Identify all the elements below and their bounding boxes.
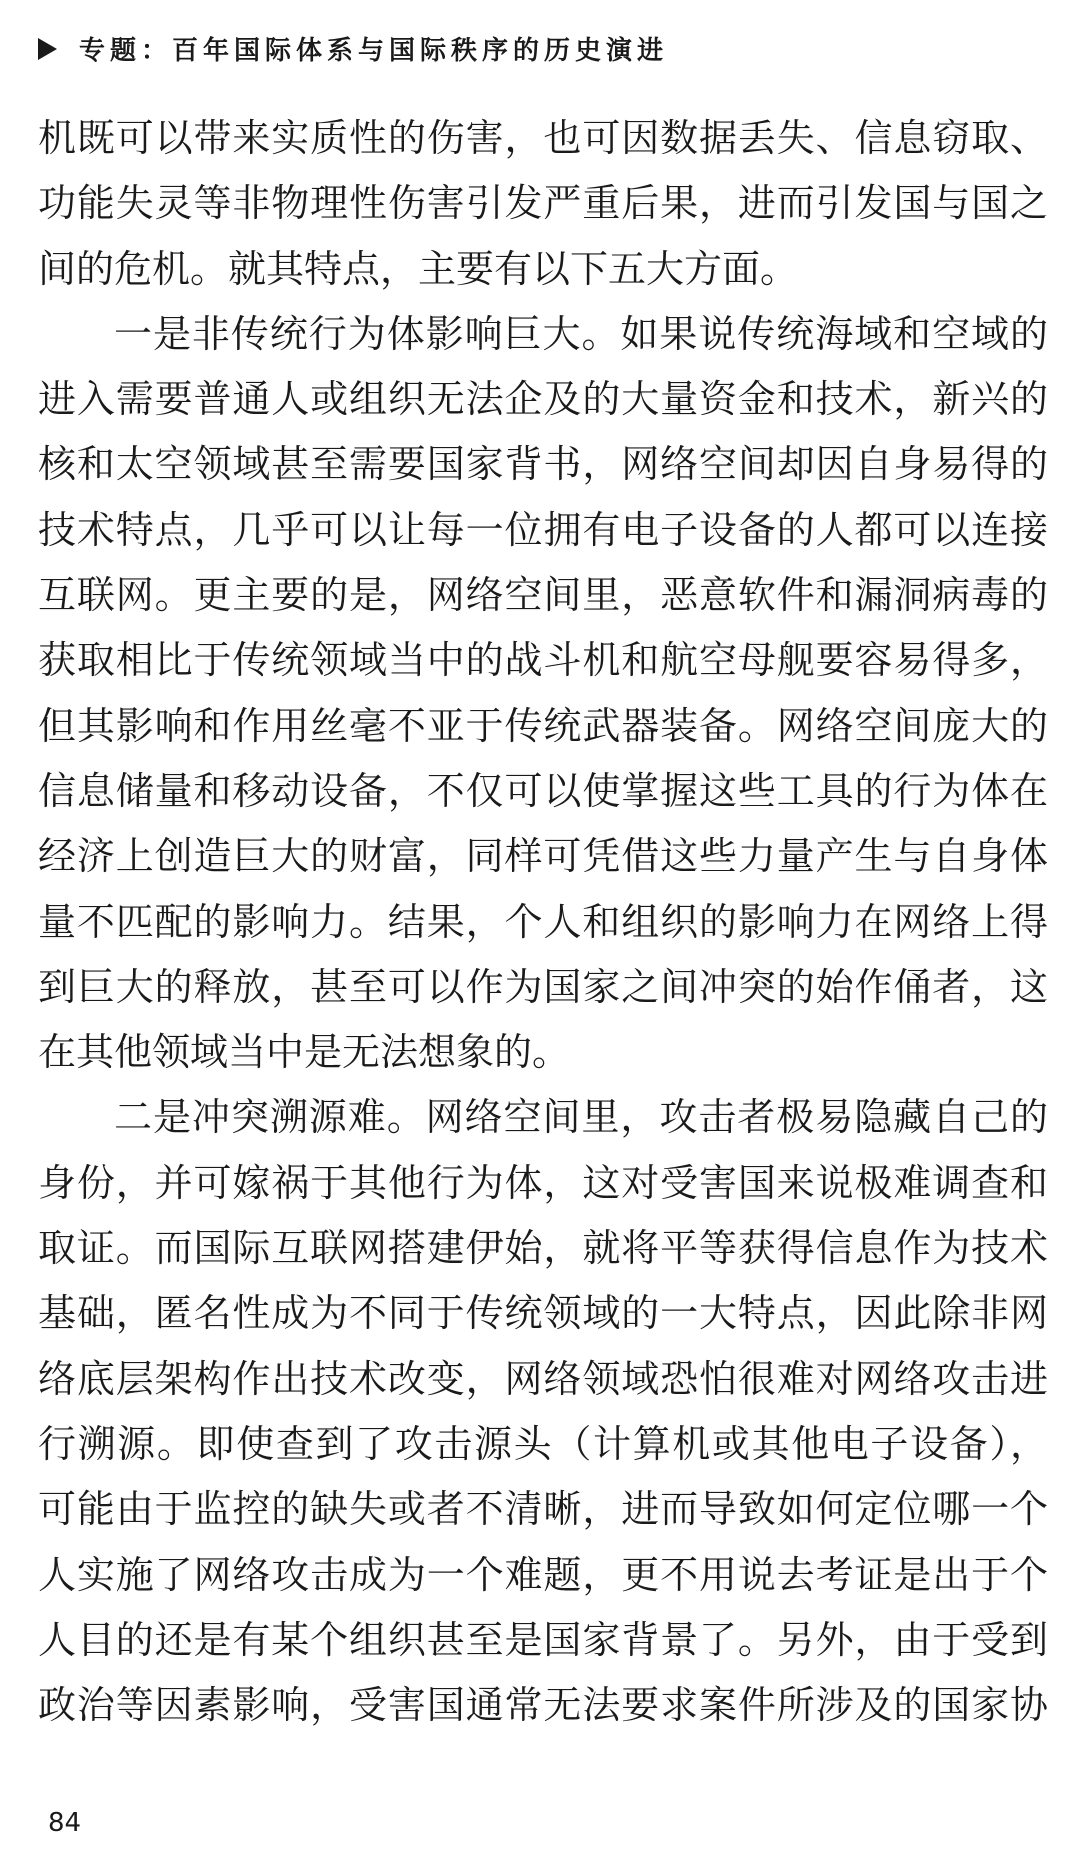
text-line: 身份，并可嫁祸于其他行为体，这对受害国来说极难调查和 — [38, 1160, 1048, 1205]
text-line: 互联网。更主要的是，网络空间里，恶意软件和漏洞病毒的 — [38, 573, 1048, 618]
text-line: 机既可以带来实质性的伤害，也可因数据丢失、信息窃取、 — [38, 116, 1048, 160]
text-line: 信息储量和移动设备，不仅可以使掌握这些工具的行为体在 — [38, 768, 1048, 813]
text-line: 但其影响和作用丝毫不亚于传统武器装备。网络空间庞大的 — [38, 703, 1048, 748]
text-line: 功能失灵等非物理性伤害引发严重后果，进而引发国与国之 — [38, 181, 1048, 226]
text-line: 进入需要普通人或组织无法企及的大量资金和技术，新兴的 — [38, 377, 1048, 422]
page-number: 84 — [48, 1808, 82, 1838]
text-line: 经济上创造巨大的财富，同样可凭借这些力量产生与自身体 — [38, 834, 1048, 879]
text-line: 政治等因素影响，受害国通常无法要求案件所涉及的国家协 — [38, 1683, 1048, 1728]
triangle-bullet-icon — [38, 38, 57, 60]
text-line: 间的危机。就其特点，主要有以下五大方面。 — [38, 246, 799, 291]
header-title: 专题：百年国际体系与国际秩序的历史演进 — [79, 36, 669, 66]
text-line: 基础，匿名性成为不同于传统领域的一大特点，因此除非网 — [38, 1291, 1048, 1336]
text-line: 技术特点，几乎可以让每一位拥有电子设备的人都可以连接 — [38, 507, 1048, 552]
running-header — [38, 30, 668, 67]
text-line: 行溯源。即使查到了攻击源头（计算机或其他电子设备）， — [38, 1421, 1048, 1466]
body-text — [38, 106, 1048, 1738]
text-line: 人目的还是有某个组织甚至是国家背景了。另外，由于受到 — [38, 1617, 1048, 1662]
text-line: 可能由于监控的缺失或者不清晰，进而导致如何定位哪一个 — [38, 1487, 1048, 1532]
text-line: 到巨大的释放，甚至可以作为国家之间冲突的始作俑者，这 — [38, 964, 1048, 1009]
text-line: 核和太空领域甚至需要国家背书，网络空间却因自身易得的 — [38, 442, 1048, 487]
text-line: 人实施了网络攻击成为一个难题，更不用说去考证是出于个 — [38, 1552, 1048, 1597]
text-line: 获取相比于传统领域当中的战斗机和航空母舰要容易得多， — [38, 638, 1048, 683]
text-line: 络底层架构作出技术改变，网络领域恐怕很难对网络攻击进 — [38, 1356, 1048, 1401]
text-line: 一是非传统行为体影响巨大。如果说传统海域和空域的 — [114, 311, 1048, 356]
text-line: 在其他领域当中是无法想象的。 — [38, 1030, 571, 1075]
text-line: 取证。而国际互联网搭建伊始，就将平等获得信息作为技术 — [38, 1226, 1048, 1271]
text-line: 量不匹配的影响力。结果，个人和组织的影响力在网络上得 — [38, 899, 1048, 944]
text-line: 二是冲突溯源难。网络空间里，攻击者极易隐藏自己的 — [114, 1095, 1048, 1140]
